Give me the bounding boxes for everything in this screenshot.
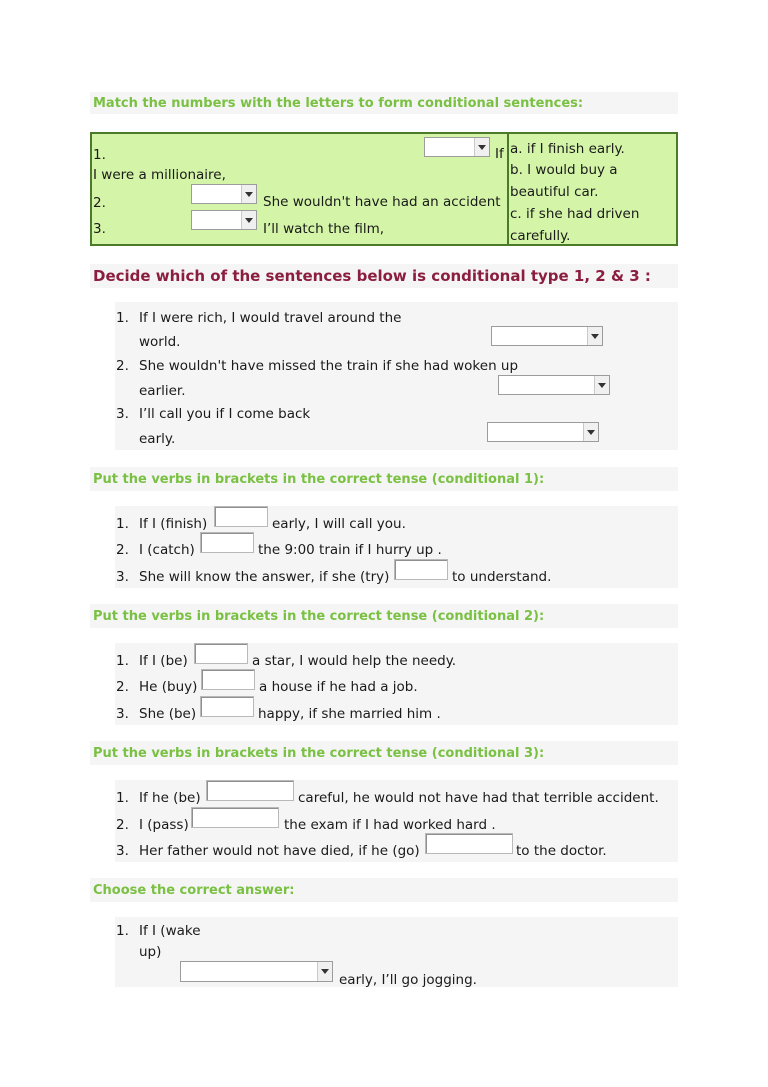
s4-item-2-input[interactable] <box>201 669 255 690</box>
match-row-1-if: If <box>495 146 504 162</box>
s4-item-2-before: He (buy) <box>139 679 198 695</box>
chevron-down-icon <box>241 211 256 229</box>
section-2-heading: Decide which of the sentences below is conditional type 1, 2 & 3 : <box>93 267 651 285</box>
match-row-3-number: 3. <box>93 221 106 237</box>
s3-item-2-number: 2. <box>116 542 129 558</box>
s2-item-1-line1: If I were rich, I would travel around the <box>139 310 402 326</box>
match-row-2-text: She wouldn't have had an accident <box>263 194 501 210</box>
s5-item-1-before: If he (be) <box>139 790 201 806</box>
s5-item-2-before: I (pass) <box>139 817 189 833</box>
chevron-down-icon <box>583 423 598 441</box>
section-5-heading: Put the verbs in brackets in the correct tense (conditional 3): <box>93 746 545 761</box>
s3-item-1-input[interactable] <box>214 506 268 527</box>
s2-item-1-number: 1. <box>116 310 129 326</box>
s5-item-1-after: careful, he would not have had that terrible accident. <box>298 790 659 806</box>
section-4-heading: Put the verbs in brackets in the correct tense (conditional 2): <box>93 609 545 624</box>
s3-item-3-input[interactable] <box>394 559 448 580</box>
s2-item-1-line2: world. <box>139 334 181 350</box>
section-1-heading: Match the numbers with the letters to form conditional sentences: <box>93 96 584 111</box>
s2-item-2-line2: earlier. <box>139 383 186 399</box>
match-row-1-text: I were a millionaire, <box>93 167 226 183</box>
match-row-3-text: I’ll watch the film, <box>263 221 385 237</box>
s4-item-2-after: a house if he had a job. <box>259 679 418 695</box>
s4-item-3-number: 3. <box>116 706 129 722</box>
s2-item-1-select[interactable] <box>491 326 603 346</box>
answer-b-line1: b. I would buy a <box>510 162 618 178</box>
answer-a: a. if I finish early. <box>510 141 625 157</box>
s2-item-3-line2: early. <box>139 431 176 447</box>
s4-item-1-after: a star, I would help the needy. <box>252 653 457 669</box>
s6-item-1-select[interactable] <box>180 961 333 982</box>
s2-item-3-number: 3. <box>116 406 129 422</box>
s5-item-3-after: to the doctor. <box>516 843 607 859</box>
s5-item-2-number: 2. <box>116 817 129 833</box>
answer-b-line2: beautiful car. <box>510 184 599 200</box>
s3-item-1-number: 1. <box>116 516 129 532</box>
s4-item-3-input[interactable] <box>200 696 254 717</box>
s2-item-3-select[interactable] <box>487 422 599 442</box>
s4-item-3-after: happy, if she married him . <box>258 706 441 722</box>
answer-c-line1: c. if she had driven <box>510 206 640 222</box>
s6-item-1-line2: up) <box>139 944 162 960</box>
s3-item-1-after: early, I will call you. <box>272 516 406 532</box>
s5-item-2-input[interactable] <box>191 807 279 828</box>
s3-item-3-after: to understand. <box>452 569 552 585</box>
s5-item-1-input[interactable] <box>206 780 294 801</box>
s2-item-2-number: 2. <box>116 358 129 374</box>
match-row-2-select[interactable] <box>191 184 257 204</box>
match-table-divider <box>507 132 509 246</box>
answer-c-line2: carefully. <box>510 228 571 244</box>
chevron-down-icon <box>317 962 332 981</box>
s2-item-2-select[interactable] <box>498 375 610 395</box>
s4-item-1-number: 1. <box>116 653 129 669</box>
s3-item-3-number: 3. <box>116 569 129 585</box>
match-row-1-number: 1. <box>93 147 106 163</box>
s3-item-3-before: She will know the answer, if she (try) <box>139 569 390 585</box>
s5-item-3-before: Her father would not have died, if he (go) <box>139 843 420 859</box>
s3-item-2-after: the 9:00 train if I hurry up . <box>258 542 442 558</box>
chevron-down-icon <box>241 185 256 203</box>
s4-item-1-before: If I (be) <box>139 653 188 669</box>
s6-item-1-line1: If I (wake <box>139 923 201 939</box>
s3-item-2-input[interactable] <box>200 532 254 553</box>
s5-item-3-number: 3. <box>116 843 129 859</box>
s5-item-2-after: the exam if I had worked hard . <box>284 817 496 833</box>
s6-item-1-after: early, I’ll go jogging. <box>339 972 477 988</box>
match-row-3-select[interactable] <box>191 210 257 230</box>
s6-item-1-number: 1. <box>116 923 129 939</box>
s4-item-3-before: She (be) <box>139 706 197 722</box>
s5-item-1-number: 1. <box>116 790 129 806</box>
s4-item-1-input[interactable] <box>194 643 248 664</box>
chevron-down-icon <box>594 376 609 394</box>
s2-item-3-line1: I’ll call you if I come back <box>139 406 311 422</box>
chevron-down-icon <box>474 138 489 156</box>
section-3-heading: Put the verbs in brackets in the correct tense (conditional 1): <box>93 472 545 487</box>
s4-item-2-number: 2. <box>116 679 129 695</box>
match-row-1-select[interactable] <box>424 137 490 157</box>
s3-item-2-before: I (catch) <box>139 542 195 558</box>
chevron-down-icon <box>587 327 602 345</box>
match-row-2-number: 2. <box>93 195 106 211</box>
s3-item-1-before: If I (finish) <box>139 516 208 532</box>
section-6-heading: Choose the correct answer: <box>93 883 295 898</box>
s2-item-2-line1: She wouldn't have missed the train if she had woken up <box>139 358 519 374</box>
s5-item-3-input[interactable] <box>425 833 513 854</box>
